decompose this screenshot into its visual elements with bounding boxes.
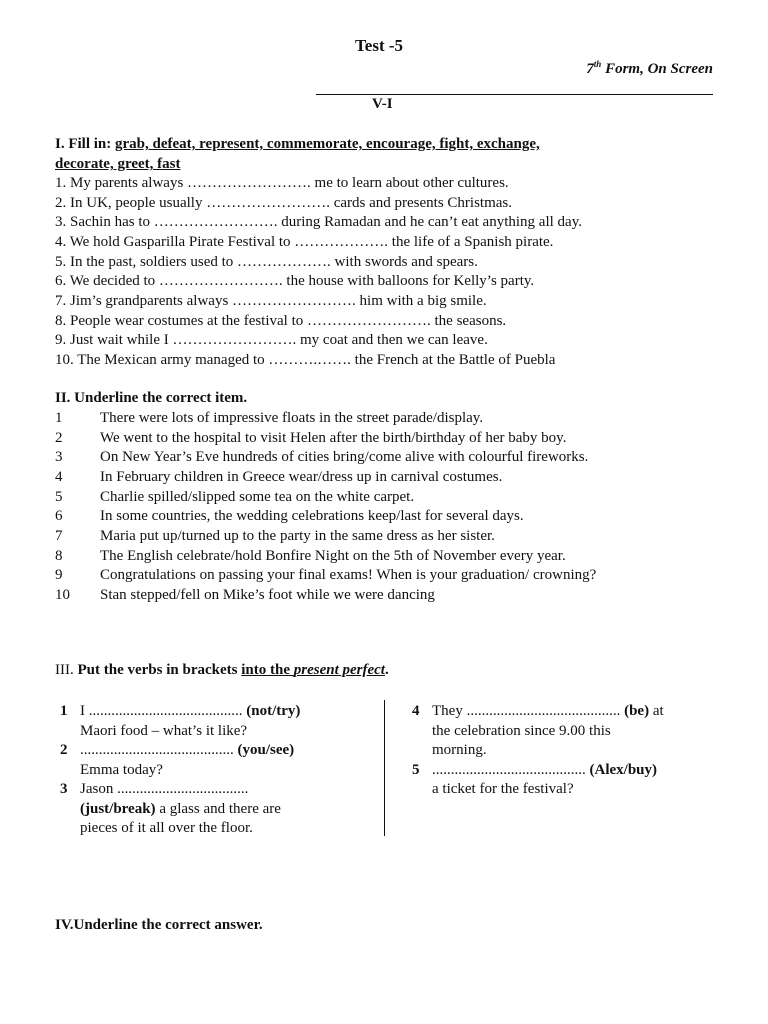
section1-heading-cont: decorate, greet, fast [55, 156, 181, 172]
underline-item: In February children in Greece wear/dress up in carnival costumes. [100, 469, 503, 485]
item-number: 7 [55, 528, 63, 544]
item-number: 10 [55, 587, 70, 603]
question-5-cont: a ticket for the festival? [432, 781, 574, 797]
question-3-cont: pieces of it all over the floor. [80, 820, 253, 836]
question-2: 2 ......................................... (you/see) [60, 741, 370, 761]
header-rule [316, 94, 713, 95]
question-4-cont: the celebration since 9.00 this [432, 722, 611, 739]
question-number: 3 [60, 781, 68, 797]
item-number: 8 [55, 548, 63, 564]
fill-in-item: 6. We decided to ……………………. the house with balloons for Kelly’s party. [55, 273, 535, 289]
section4-heading: IV.Underline the correct answer. [55, 917, 263, 933]
question-1-cont: Maori food – what’s it like? [80, 722, 248, 739]
question-number: 1 [60, 703, 68, 719]
question-number: 5 [412, 761, 420, 778]
underline-item: On New Year’s Eve hundreds of cities bring/come alive with colourful fireworks. [100, 449, 589, 465]
fill-in-item: 4. We hold Gasparilla Pirate Festival to ………………. the life of a Spanish pirate. [55, 234, 554, 250]
question-4-cont: morning. [432, 742, 487, 758]
underline-item: Maria put up/turned up to the party in the same dress as her sister. [100, 528, 495, 544]
item-number: 6 [55, 508, 63, 524]
item-number: 2 [55, 430, 63, 446]
question-5: 5 ......................................... (Alex/buy) [412, 761, 732, 781]
question-2-cont: Emma today? [80, 761, 163, 778]
fill-in-item: 7. Jim’s grandparents always ……………………. him with a big smile. [55, 293, 487, 309]
fill-in-item: 2. In UK, people usually ……………………. cards and presents Christmas. [55, 195, 513, 211]
column-divider [384, 700, 385, 836]
item-number: 5 [55, 489, 63, 505]
item-number: 9 [55, 567, 63, 583]
fill-in-item: 3. Sachin has to ……………………. during Ramadan and he can’t eat anything all day. [55, 214, 582, 230]
fill-in-item: 10. The Mexican army managed to ……….……. the French at the Battle of Puebla [55, 352, 556, 368]
item-number: 1 [55, 410, 63, 426]
fill-in-item: 1. My parents always ……………………. me to learn about other cultures. [55, 175, 509, 191]
present-perfect-right-column [412, 702, 732, 800]
question-3-cont: (just/break) a glass and there are [80, 800, 281, 817]
section3-heading: III. Put the verbs in brackets into the present perfect. [55, 662, 389, 678]
question-4: 4 They ......................................... (be) at [412, 702, 732, 722]
item-number: 3 [55, 449, 63, 465]
test-title: Test -5 [355, 36, 404, 55]
question-3: 3 Jason ................................... [60, 780, 370, 800]
item-number: 4 [55, 469, 63, 485]
fill-in-item: 9. Just wait while I ……………………. my coat and then we can leave. [55, 332, 488, 348]
question-number: 4 [412, 703, 420, 719]
section1-heading: I. Fill in: grab, defeat, represent, commemorate, encourage, fight, exchange, [55, 136, 540, 152]
underline-item: Congratulations on passing your final exams! When is your graduation/ crowning? [100, 567, 597, 583]
underline-item: In some countries, the wedding celebrations keep/last for several days. [100, 508, 524, 524]
underline-item: There were lots of impressive floats in the street parade/display. [100, 410, 484, 426]
underline-item: Charlie spilled/slipped some tea on the white carpet. [100, 489, 415, 505]
underline-item: Stan stepped/fell on Mike’s foot while we were dancing [100, 587, 435, 603]
question-number: 2 [60, 742, 68, 758]
fill-in-item: 8. People wear costumes at the festival to ……………………. the seasons. [55, 313, 507, 329]
underline-item: We went to the hospital to visit Helen after the birth/birthday of her baby boy. [100, 430, 567, 446]
present-perfect-left-column [60, 702, 370, 839]
fill-in-item: 5. In the past, soldiers used to ………………. with swords and spears. [55, 254, 478, 270]
form-label: 7th Form, On Screen [586, 59, 713, 77]
variant-label: V-I [372, 96, 393, 112]
section2-heading: II. Underline the correct item. [55, 390, 248, 406]
question-1: 1 I ......................................... (not/try) [60, 702, 370, 722]
underline-item: The English celebrate/hold Bonfire Night on the 5th of November every year. [100, 548, 566, 564]
